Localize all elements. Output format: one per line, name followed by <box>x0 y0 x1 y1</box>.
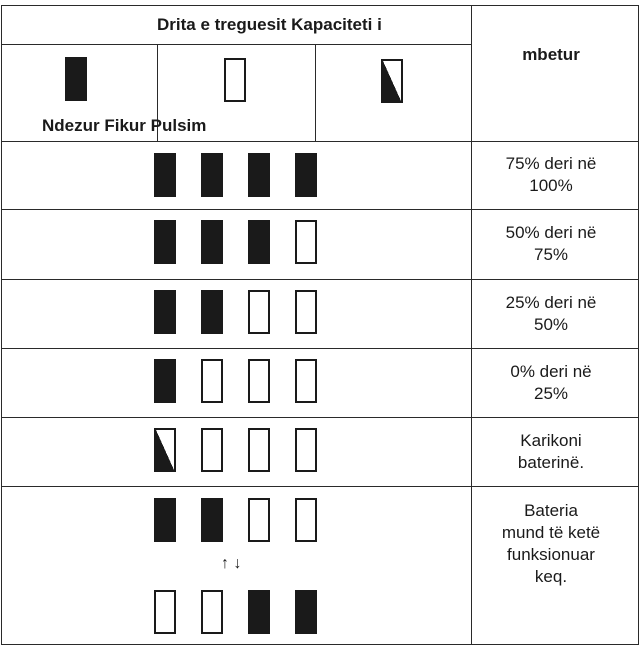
legend-on-indicator <box>65 57 87 101</box>
led-row-3-1-on <box>154 290 176 334</box>
led-row-1-3-on <box>248 153 270 197</box>
capacity-header: mbetur <box>522 45 580 64</box>
led-row-5-4-off <box>295 428 317 472</box>
led-row-1-4-on <box>295 153 317 197</box>
led-row-2-2-on <box>201 220 223 264</box>
led-row-4-4-off <box>295 359 317 403</box>
led-row-4-3-off <box>248 359 270 403</box>
led-row-6-2-on <box>201 498 223 542</box>
capacity-cell-5: Karikoni baterinë. <box>517 431 585 472</box>
row-divider-6 <box>2 486 639 487</box>
row-divider-4 <box>2 348 639 349</box>
legend-divider-2 <box>315 45 316 141</box>
led-alt-6-3-on <box>248 590 270 634</box>
led-row-3-4-off <box>295 290 317 334</box>
capacity-cell-2: 50% deri në 75% <box>505 223 597 264</box>
led-row-5-2-off <box>201 428 223 472</box>
led-row-1-1-on <box>154 153 176 197</box>
led-alt-6-2-off <box>201 590 223 634</box>
legend-off-indicator <box>224 58 246 102</box>
led-row-6-1-on <box>154 498 176 542</box>
led-row-3-3-off <box>248 290 270 334</box>
led-row-6-4-off <box>295 498 317 542</box>
header-title: Drita e treguesit Kapaciteti i <box>157 15 382 34</box>
led-row-5-3-off <box>248 428 270 472</box>
header-divider <box>2 44 472 45</box>
legend-pulse-indicator <box>381 59 403 103</box>
led-alt-6-4-on <box>295 590 317 634</box>
led-row-3-2-on <box>201 290 223 334</box>
capacity-cell-1: 75% deri në 100% <box>505 154 597 195</box>
capacity-cell-4: 0% deri në 25% <box>510 362 592 403</box>
row-divider-3 <box>2 279 639 280</box>
led-row-4-2-off <box>201 359 223 403</box>
led-row-2-3-on <box>248 220 270 264</box>
row-divider-1 <box>2 141 639 142</box>
led-row-2-1-on <box>154 220 176 264</box>
row-divider-2 <box>2 209 639 210</box>
alternation-arrows: ↑ ↓ <box>221 555 242 572</box>
led-row-6-3-off <box>248 498 270 542</box>
led-row-2-4-off <box>295 220 317 264</box>
legend-label: Ndezur Fikur Pulsim <box>42 116 207 135</box>
capacity-cell-3: 25% deri në 50% <box>505 293 597 334</box>
led-row-5-1-pulse <box>154 428 176 472</box>
led-alt-6-1-off <box>154 590 176 634</box>
row-divider-5 <box>2 417 639 418</box>
led-row-1-2-on <box>201 153 223 197</box>
capacity-cell-6: Bateria mund të ketë funksionuar keq. <box>501 501 601 586</box>
led-row-4-1-on <box>154 359 176 403</box>
